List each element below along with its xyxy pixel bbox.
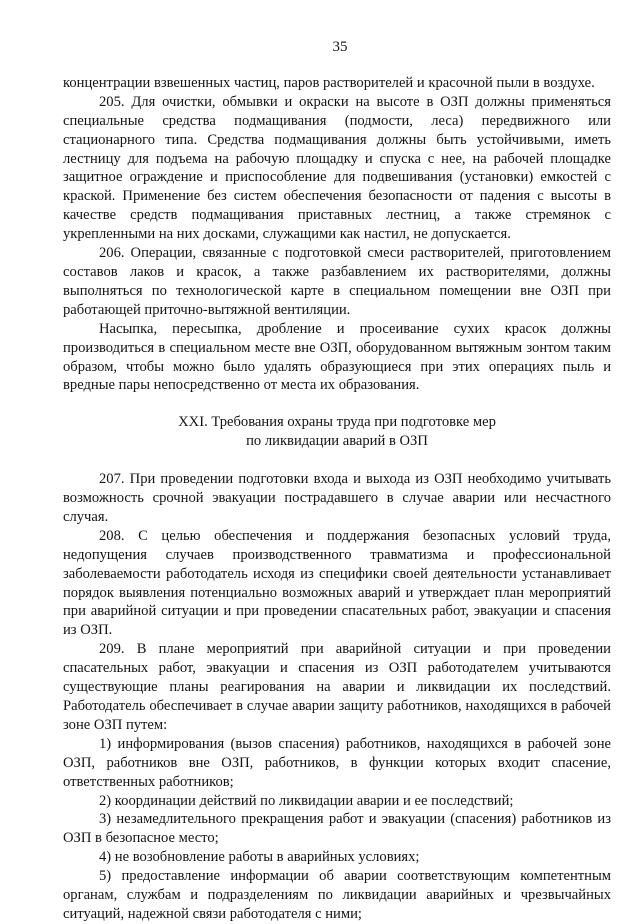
paragraph-206-continued: Насыпка, пересыпка, дробление и просеивание сухих красок должны производиться в специальном месте вне ОЗП, оборудованном вытяжным зонтом таким образом, чтобы можно было удалять образующиеся при этих операциях пыль и вредные пары непосредственно от места их образования.: [63, 320, 611, 394]
list-item-2: 2) координации действий по ликвидации аварии и ее последствий;: [99, 792, 514, 809]
paragraph-continuation: концентрации взвешенных частиц, паров растворителей и красочной пыли в воздухе.: [63, 74, 595, 91]
list-item-3: 3) незамедлительного прекращения работ и эвакуации (спасения) работников из ОЗП в безопасное место;: [63, 811, 611, 847]
document-page: [63, 38, 611, 924]
paragraph-205: 205. Для очистки, обмывки и окраски на высоте в ОЗП должны применяться специальные средства подмащивания (подмости, леса) передвижного или стационарного типа. Средства подмащивания должны быть устойчивыми, иметь лестницу для подъема на рабочую площадку и спуска с нее, на рабочей площадке защитное ограждение и приспособление для подвешивания (установки) емкостей с краской. Применение без систем обеспечения безопасности от падения с высоты в качестве средств подмащивания приставных лестниц, а также стремянок с укрепленными на них досками, служащими как настил, не допускается.: [63, 93, 611, 243]
list-item-1: 1) информирования (вызов спасения) работников, находящихся в рабочей зоне ОЗП, работников вне ОЗП, работников, в функции которых входит спасение, ответственных работников;: [63, 735, 611, 790]
section-heading-xxi: [63, 413, 611, 451]
list-item-4: 4) не возобновление работы в аварийных условиях;: [99, 849, 420, 866]
paragraph-206: 206. Операции, связанные с подготовкой смеси растворителей, приготовлением составов лаков и красок, а также разбавлением их растворителями, должны выполняться по технологической карте в специальном помещении вне ОЗП при работающей приточно-вытяжной вентиляции.: [63, 245, 611, 318]
paragraph-209: 209. В плане мероприятий при аварийной ситуации и при проведении спасательных работ, эвакуации и спасения из ОЗП работодателем учитываются существующие планы реагирования на аварии и ликвидации их последствий. Работодатель обеспечивает в случае аварии защиту работников, находящихся в рабочей зоне ОЗП путем:: [63, 641, 611, 733]
section-heading-line-2: по ликвидации аварий в ОЗП: [246, 433, 428, 450]
page-number: 35: [332, 39, 348, 55]
list-item-5: 5) предоставление информации об аварии соответствующим компетентным органам, службам и подразделениям по ликвидации аварийных и чрезвычайных ситуаций, надежной связи работодателя с ними;: [63, 868, 611, 922]
section-heading-line-1: XXI. Требования охраны труда при подготовке мер: [178, 414, 496, 431]
paragraph-208: 208. С целью обеспечения и поддержания безопасных условий труда, недопущения случаев производственного травматизма и профессиональной заболеваемости работодатель исходя из специфики своей деятельности устанавливает порядок выявления потенциально возможных аварий и утверждает план мероприятий при аварийной ситуации и при проведении спасательных работ, эвакуации и спасения из ОЗП.: [63, 527, 611, 639]
paragraph-207: 207. При проведении подготовки входа и выхода из ОЗП необходимо учитывать возможность срочной эвакуации пострадавшего в случае аварии или несчастного случая.: [63, 471, 611, 525]
